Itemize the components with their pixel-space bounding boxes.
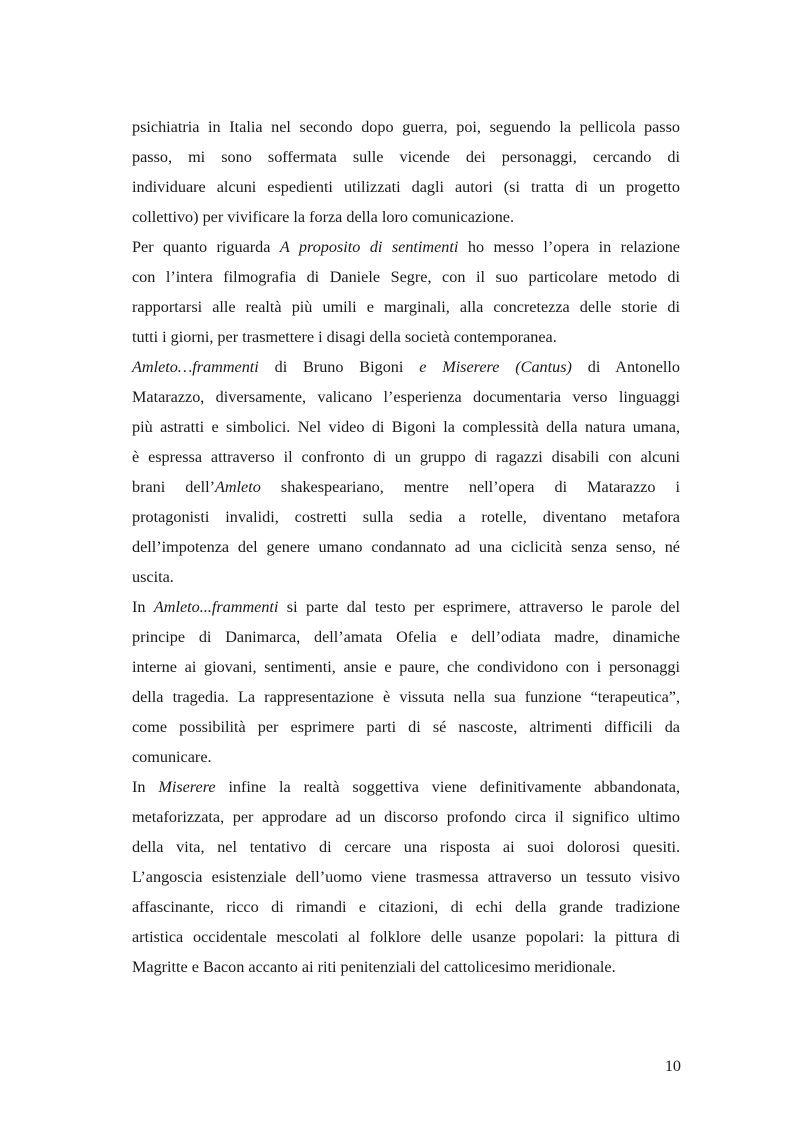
- text-run: interne ai giovani, sentimenti, ansie e paure, che condividono con i personaggi: [132, 658, 680, 676]
- italic-title: e Miserere (Cantus): [419, 358, 572, 376]
- text-line: [132, 322, 680, 352]
- text-line: [132, 712, 680, 742]
- body-text: [132, 112, 680, 982]
- text-run: artistica occidentale mescolati al folklore delle usanze popolari: la pittura di: [132, 928, 680, 946]
- paragraph: [132, 592, 680, 772]
- text-run: passo, mi sono soffermata sulle vicende dei personaggi, cercando di: [132, 148, 680, 166]
- text-line: [132, 682, 680, 712]
- text-run: brani dell’: [132, 478, 215, 496]
- paragraph: [132, 352, 680, 592]
- italic-title: A proposito di sentimenti: [279, 238, 459, 256]
- text-run: Per quanto riguarda: [132, 238, 280, 256]
- page-number: 10: [664, 1057, 681, 1075]
- text-run: Magritte e Bacon accanto ai riti penitenziali del cattolicesimo meridionale.: [132, 958, 616, 976]
- italic-title: Amleto…frammenti: [132, 358, 259, 376]
- text-run: più astratti e simbolici. Nel video di Bigoni la complessità della natura umana,: [132, 418, 680, 436]
- text-line: [132, 112, 680, 142]
- text-line: [132, 622, 680, 652]
- text-line: [132, 502, 680, 532]
- text-run: con l’intera filmografia di Daniele Segre, con il suo particolare metodo di: [132, 268, 680, 286]
- italic-title: Amleto: [214, 478, 261, 496]
- text-line: [132, 832, 680, 862]
- text-line: [132, 562, 680, 592]
- text-line: [132, 652, 680, 682]
- paragraph: [132, 112, 680, 232]
- text-run: principe di Danimarca, dell’amata Ofelia e dell’odiata madre, dinamiche: [132, 628, 680, 646]
- text-run: affascinante, ricco di rimandi e citazioni, di echi della grande tradizione: [132, 898, 680, 916]
- text-run: metaforizzata, per approdare ad un discorso profondo circa il significo ultimo: [132, 808, 680, 826]
- text-run: In: [132, 598, 154, 616]
- text-line: [132, 232, 680, 262]
- text-run: rapportarsi alle realtà più umili e marginali, alla concretezza delle storie di: [132, 298, 680, 316]
- text-line: [132, 292, 680, 322]
- text-run: come possibilità per esprimere parti di sé nascoste, altrimenti difficili da: [132, 718, 680, 736]
- text-run: uscita.: [132, 568, 174, 586]
- text-line: [132, 352, 680, 382]
- text-line: [132, 172, 680, 202]
- text-run: comunicare.: [132, 748, 212, 766]
- text-run: di Antonello: [571, 358, 680, 376]
- text-run: Matarazzo, diversamente, valicano l’esperienza documentaria verso linguaggi: [132, 388, 680, 406]
- text-line: [132, 862, 680, 892]
- text-line: [132, 442, 680, 472]
- text-line: [132, 892, 680, 922]
- text-line: [132, 142, 680, 172]
- text-run: individuare alcuni espedienti utilizzati dagli autori (si tratta di un progetto: [132, 178, 680, 196]
- text-line: [132, 922, 680, 952]
- text-line: [132, 772, 680, 802]
- paragraph: [132, 772, 680, 982]
- italic-title: Miserere: [158, 778, 216, 796]
- text-line: [132, 532, 680, 562]
- text-line: [132, 472, 680, 502]
- text-run: collettivo) per vivificare la forza della loro comunicazione.: [132, 208, 515, 226]
- text-run: protagonisti invalidi, costretti sulla sedia a rotelle, diventano metafora: [132, 508, 680, 526]
- text-run: L’angoscia esistenziale dell’uomo viene trasmessa attraverso un tessuto visivo: [132, 868, 680, 886]
- text-run: shakespeariano, mentre nell’opera di Matarazzo i: [260, 478, 680, 496]
- text-line: [132, 742, 680, 772]
- italic-title: Amleto...frammenti: [153, 598, 279, 616]
- text-run: della vita, nel tentativo di cercare una risposta ai suoi dolorosi quesiti.: [132, 838, 680, 856]
- text-line: [132, 262, 680, 292]
- text-run: dell’impotenza del genere umano condannato ad una ciclicità senza senso, né: [132, 538, 680, 556]
- text-run: tutti i giorni, per trasmettere i disagi della società contemporanea.: [132, 328, 557, 346]
- text-line: [132, 412, 680, 442]
- text-line: [132, 952, 680, 982]
- text-run: ho messo l’opera in relazione: [458, 238, 680, 256]
- text-run: psichiatria in Italia nel secondo dopo guerra, poi, seguendo la pellicola passo: [132, 118, 680, 136]
- text-run: della tragedia. La rappresentazione è vissuta nella sua funzione “terapeutica”,: [132, 688, 680, 706]
- text-run: di Bruno Bigoni: [258, 358, 420, 376]
- text-run: In: [132, 778, 159, 796]
- text-line: [132, 592, 680, 622]
- text-line: [132, 382, 680, 412]
- text-run: è espressa attraverso il confronto di un gruppo di ragazzi disabili con alcuni: [132, 448, 680, 466]
- text-run: si parte dal testo per esprimere, attraverso le parole del: [278, 598, 680, 616]
- text-line: [132, 202, 680, 232]
- text-run: infine la realtà soggettiva viene definitivamente abbandonata,: [215, 778, 680, 796]
- text-line: [132, 802, 680, 832]
- paragraph: [132, 232, 680, 352]
